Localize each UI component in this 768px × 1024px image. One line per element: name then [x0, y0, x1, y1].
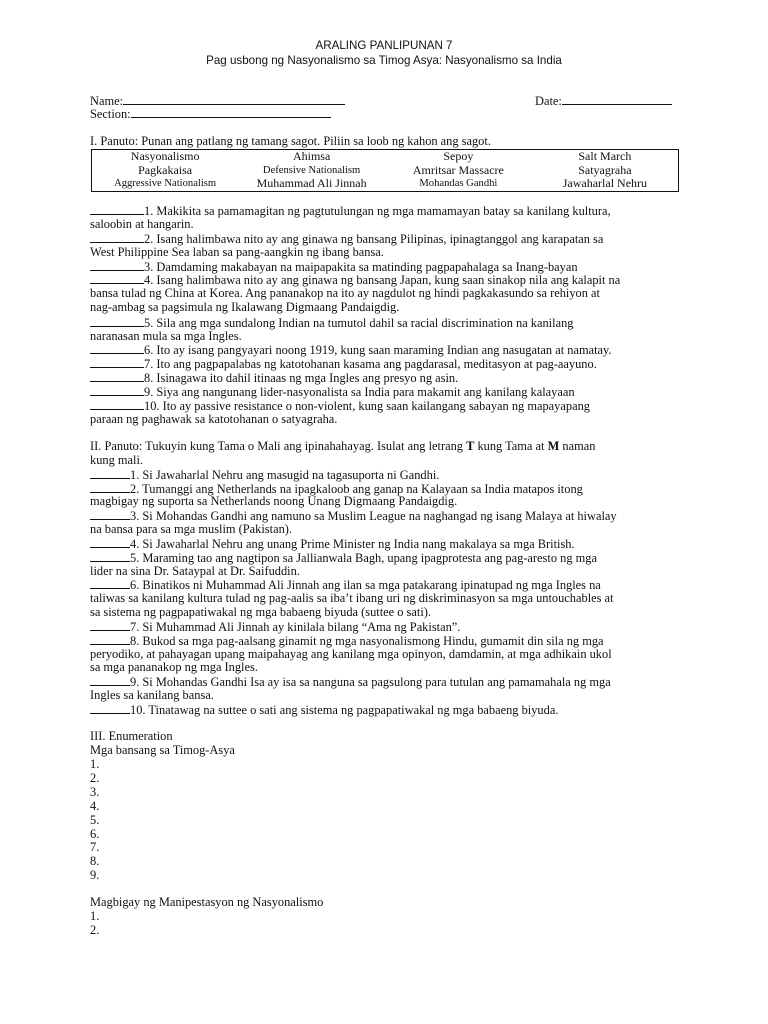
choice-sepoy: Sepoy — [443, 149, 474, 163]
choice-aggressive-nationalism: Aggressive Nationalism — [114, 178, 217, 190]
part2-item-6-cont: sa sistema ng pagpapatiwakal ng mga babaeng biyuda (suttee o sati). — [90, 605, 431, 619]
enum-group2-title: Magbigay ng Manipestasyon ng Nasyonalismo — [90, 895, 324, 909]
part1-item-5-cont: naranasan mula sa mga Ingles. — [90, 329, 242, 343]
answer-blank[interactable] — [90, 343, 144, 354]
answer-blank[interactable] — [90, 482, 130, 493]
answer-blank[interactable] — [90, 551, 130, 562]
answer-blank[interactable] — [90, 537, 130, 548]
date-label: Date: — [535, 94, 562, 108]
answer-blank[interactable] — [90, 634, 130, 645]
enum-item: 2. — [90, 922, 100, 937]
answer-blank[interactable] — [90, 232, 144, 243]
part1-item-1-cont: saloobin at hangarin. — [90, 217, 194, 231]
part2-instruction: II. Panuto: Tukuyin kung Tama o Mali ang ipinahahayag. Isulat ang letrang T kung Tama at M naman — [90, 439, 596, 453]
answer-blank[interactable] — [90, 620, 130, 631]
choice-nasyonalismo: Nasyonalismo — [130, 149, 200, 163]
name-blank[interactable] — [123, 94, 345, 105]
choice-ahimsa: Ahimsa — [292, 149, 331, 163]
part1-item-5: 5. Sila ang mga sundalong Indian na tumutol dahil sa racial discrimination na kanilang — [90, 316, 678, 331]
subject-title: ARALING PANLIPUNAN 7 — [315, 39, 453, 52]
enum-item: 4. — [90, 798, 100, 813]
part1-item-9: 9. Siya ang nangunang lider-nasyonalista sa India para makamit ang kanilang kalayaan — [90, 385, 678, 400]
answer-blank[interactable] — [90, 703, 130, 714]
part2-item-8: 8. Bukod sa mga pag-aalsang ginamit ng mga nasyonalismong Hindu, gumamit din sila ng mga — [90, 634, 678, 649]
enum-group1-title: Mga bansang sa Timog-Asya — [90, 743, 235, 757]
enum-item: 8. — [90, 854, 100, 869]
choice-satyagraha: Satyagraha — [578, 162, 632, 177]
section-field[interactable] — [90, 107, 331, 122]
answer-blank[interactable] — [90, 357, 144, 368]
answer-blank[interactable] — [90, 260, 144, 271]
part1-item-2-cont: West Philippine Sea laban sa pang-aangkin ng ibang bansa. — [90, 245, 384, 259]
enum-group1-list — [90, 758, 99, 883]
choices-row — [92, 150, 679, 164]
enum-item: 7. — [90, 840, 100, 855]
part1-item-8: 8. Isinagawa ito dahil itinaas ng mga Ingles ang presyo ng asin. — [90, 371, 678, 386]
choices-row — [92, 177, 679, 191]
part1-item-4: 4. Isang halimbawa nito ay ang ginawa ng bansang Japan, kung saan sinakop nila ang kalapit na — [90, 273, 678, 288]
answer-blank[interactable] — [90, 509, 130, 520]
enum-item: 6. — [90, 826, 100, 841]
choice-amritsar-massacre: Amritsar Massacre — [412, 162, 504, 177]
part2-item-7: 7. Si Muhammad Ali Jinnah ay kinilala bilang “Ama ng Pakistan”. — [90, 620, 678, 635]
answer-blank[interactable] — [90, 371, 144, 382]
part1-item-10-cont: paraan ng paghawak sa katotohanan o satyagraha. — [90, 412, 338, 426]
choice-defensive-nationalism: Defensive Nationalism — [262, 164, 361, 176]
section-label: Section: — [90, 107, 131, 121]
enum-item: 1. — [90, 909, 100, 923]
answer-blank[interactable] — [90, 468, 130, 479]
part2-item-8-cont: sa mga pananakop ng mga Ingles. — [90, 660, 258, 674]
choice-muhammad-ali-jinnah: Muhammad Ali Jinnah — [256, 176, 367, 191]
enum-item: 5. — [90, 812, 100, 827]
answer-blank[interactable] — [90, 204, 144, 215]
date-blank[interactable] — [562, 94, 672, 105]
enum-group2-list — [90, 910, 99, 938]
answer-blank[interactable] — [90, 385, 144, 396]
date-field[interactable] — [535, 94, 672, 109]
section-blank[interactable] — [131, 107, 331, 118]
part1-instruction: I. Panuto: Punan ang patlang ng tamang sagot. Piliin sa loob ng kahon ang sagot. — [90, 134, 491, 148]
part2-item-8-cont: peryodiko, at pahayagan upang maipahayag ang kanilang mga opinyon, damdamin, at mga adhikain ukol — [90, 647, 612, 661]
part2-item-10: 10. Tinatawag na suttee o sati ang sistema ng pagpapatiwakal ng mga babaeng biyuda. — [90, 703, 678, 718]
answer-blank[interactable] — [90, 399, 144, 410]
answer-blank[interactable] — [90, 578, 130, 589]
choices-box — [91, 149, 679, 192]
enum-item: 1. — [90, 757, 100, 771]
part2-item-1: 1. Si Jawaharlal Nehru ang masugid na tagasuporta ni Gandhi. — [90, 468, 678, 483]
name-label: Name: — [90, 94, 124, 108]
part3-heading: III. Enumeration — [90, 729, 173, 743]
part2-item-2: 2. Tumanggi ang Netherlands na ipagkaloob ang ganap na Kalayaan sa India matapos itong — [90, 482, 678, 497]
choice-pagkakaisa: Pagkakaisa — [138, 162, 193, 177]
part2-instruction-cont: kung mali. — [90, 453, 143, 467]
enum-item: 3. — [90, 784, 100, 799]
part2-item-4: 4. Si Jawaharlal Nehru ang unang Prime Minister ng India nang makalaya sa mga British. — [90, 537, 678, 552]
answer-blank[interactable] — [90, 273, 144, 284]
part2-item-6: 6. Binatikos ni Muhammad Ali Jinnah ang ilan sa mga patakarang ipinatupad ng mga Ingles na — [90, 578, 678, 593]
enum-item: 9. — [90, 868, 100, 883]
part2-item-3: 3. Si Mohandas Gandhi ang namuno sa Muslim League na naghangad ng isang Malaya at hiwalay — [90, 509, 678, 524]
part1-item-1: 1. Makikita sa pamamagitan ng pagtutulungan ng mga mamamayan batay sa kanilang kultura, — [90, 204, 678, 219]
choice-jawaharlal-nehru: Jawaharlal Nehru — [562, 176, 648, 191]
choices-row — [92, 164, 679, 178]
part2-item-5: 5. Maraming tao ang nagtipon sa Jallianwala Bagh, upang ipagprotesta ang pag-aresto ng mga — [90, 551, 678, 566]
part1-item-7: 7. Ito ang pagpapalabas ng katotohanan kasama ang pagdarasal, meditasyon at pag-aayuno. — [90, 357, 678, 372]
topic-title: Pag usbong ng Nasyonalismo sa Timog Asya: Nasyonalismo sa India — [206, 54, 562, 67]
part1-item-10: 10. Ito ay passive resistance o non-violent, kung saan kailangang sabayan ng mapayapang — [90, 399, 678, 414]
part1-item-3: 3. Damdaming makabayan na maipapakita sa matinding pagpapahalaga sa Inang-bayan — [90, 260, 678, 275]
answer-blank[interactable] — [90, 316, 144, 327]
part2-item-9-cont: Ingles sa kanilang bansa. — [90, 688, 214, 702]
choice-salt-march: Salt March — [578, 149, 632, 163]
part2-item-3-cont: na bansa para sa mga muslim (Pakistan). — [90, 522, 292, 536]
part2-item-9: 9. Si Mohandas Gandhi Isa ay isa sa nanguna sa pagsulong para tutulan ang pamamahala ng mga — [90, 675, 678, 690]
part1-item-6: 6. Ito ay isang pangyayari noong 1919, kung saan maraming Indian ang nasugatan at namatay. — [90, 343, 678, 358]
part2-item-2-cont: magbigay ng suporta sa Netherlands noong Unang Digmaang Pandaigdig. — [90, 494, 458, 508]
choice-mohandas-gandhi: Mohandas Gandhi — [419, 178, 498, 190]
part2-item-6-cont: taliwas sa kanilang kultura tulad ng pag-aalis sa iba’t ibang uri ng diskriminasyon sa mga untouchables at — [90, 591, 614, 605]
enum-item: 2. — [90, 770, 100, 785]
answer-blank[interactable] — [90, 675, 130, 686]
part1-item-4-cont: bansa tulad ng China at Korea. Ang pananakop na ito ay nagdulot ng hindi pagkakasundo sa rehiyon at — [90, 286, 600, 300]
part1-item-4-cont: nag-ambag sa pagsimula ng Ikalawang Digmaang Pandaigdig. — [90, 300, 400, 314]
part1-item-2: 2. Isang halimbawa nito ay ang ginawa ng bansang Pilipinas, ipinagtanggol ang karapatan sa — [90, 232, 678, 247]
part2-item-5-cont: lider na sina Dr. Sataypal at Dr. Saifuddin. — [90, 564, 300, 578]
